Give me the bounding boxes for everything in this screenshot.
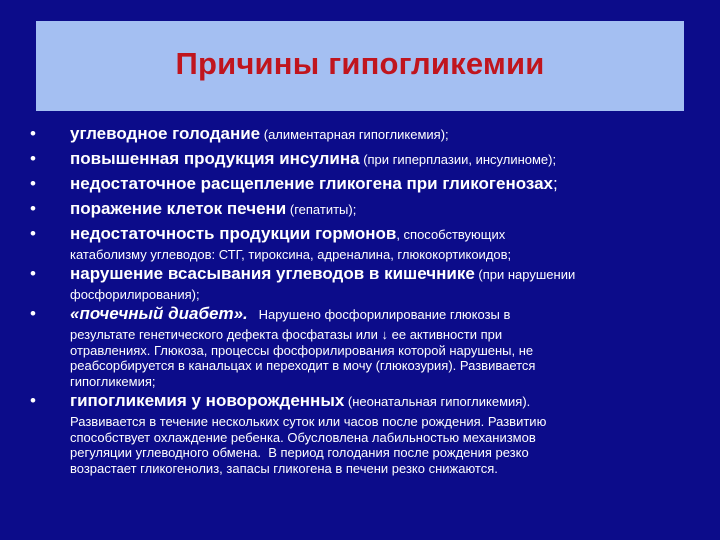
title-box bbox=[36, 21, 684, 111]
detail-line: катаболизму углеводов: СТГ, тироксина, адреналина, глюкокортикоидов; bbox=[70, 247, 512, 262]
detail-line: Развивается в течение нескольких суток или часов после рождения. Развитию bbox=[70, 414, 547, 429]
slide-title: Причины гипогликемии bbox=[175, 46, 545, 81]
detail-line: результате генетического дефекта фосфатазы или ↓ ее активности при bbox=[70, 327, 503, 342]
item-note: Нарушено фосфорилирование глюкозы в bbox=[247, 307, 511, 322]
bullet-marker: • bbox=[30, 224, 36, 243]
item-note: ; bbox=[553, 174, 558, 193]
detail-line: способствует охлаждение ребенка. Обусловлена лабильностью механизмов bbox=[70, 429, 536, 445]
item-main-text: поражение клеток печени (гепатиты); bbox=[70, 199, 357, 218]
item-main-text: повышенная продукция инсулина (при гиперплазии, инсулиноме); bbox=[70, 149, 557, 168]
bullet-marker: • bbox=[30, 124, 36, 143]
item-detail bbox=[70, 287, 692, 303]
detail-line: фосфорилирования); bbox=[70, 287, 200, 302]
item-main-text: недостаточность продукции гормонов, способствующих bbox=[70, 224, 506, 243]
item-main-text: недостаточное расщепление гликогена при гликогенозах; bbox=[70, 174, 558, 193]
item-detail bbox=[70, 247, 692, 263]
item-note: (алиментарная гипогликемия); bbox=[260, 127, 449, 142]
item-detail bbox=[70, 327, 692, 389]
bullet-marker: • bbox=[30, 174, 36, 193]
bullet-marker: • bbox=[30, 199, 36, 218]
detail-line: отравлениях. Глюкоза, процессы фосфорилирования которой нарушены, не bbox=[70, 342, 534, 358]
item-detail bbox=[70, 414, 692, 476]
item-main-text: гипогликемия у новорожденных (неонатальная гипогликемия). bbox=[70, 391, 531, 410]
item-note: (при нарушении bbox=[474, 267, 576, 282]
item-note: (при гиперплазии, инсулиноме); bbox=[359, 152, 557, 167]
bullet-marker: • bbox=[30, 304, 36, 323]
bullet-marker: • bbox=[30, 149, 36, 168]
detail-line: возрастает гликогенолиз, запасы гликогена в печени резко снижаются. bbox=[70, 460, 498, 476]
detail-line: регуляции углеводного обмена. В период голодания после рождения резко bbox=[70, 445, 529, 460]
item-main-text: углеводное голодание (алиментарная гипогликемия); bbox=[70, 124, 449, 143]
item-note: , способствующих bbox=[396, 227, 506, 242]
item-note: (неонатальная гипогликемия). bbox=[344, 394, 531, 409]
detail-line: гипогликемия; bbox=[70, 373, 156, 389]
bullet-marker: • bbox=[30, 391, 36, 410]
item-main-text: «почечный диабет». Нарушено фосфорилирование глюкозы в bbox=[70, 304, 511, 323]
detail-line: реабсорбируется в канальцах и переходит в мочу (глюкозурия). Развивается bbox=[70, 358, 536, 373]
item-note: (гепатиты); bbox=[286, 202, 357, 217]
item-main-text: нарушение всасывания углеводов в кишечнике (при нарушении bbox=[70, 264, 576, 283]
bullet-marker: • bbox=[30, 264, 36, 283]
